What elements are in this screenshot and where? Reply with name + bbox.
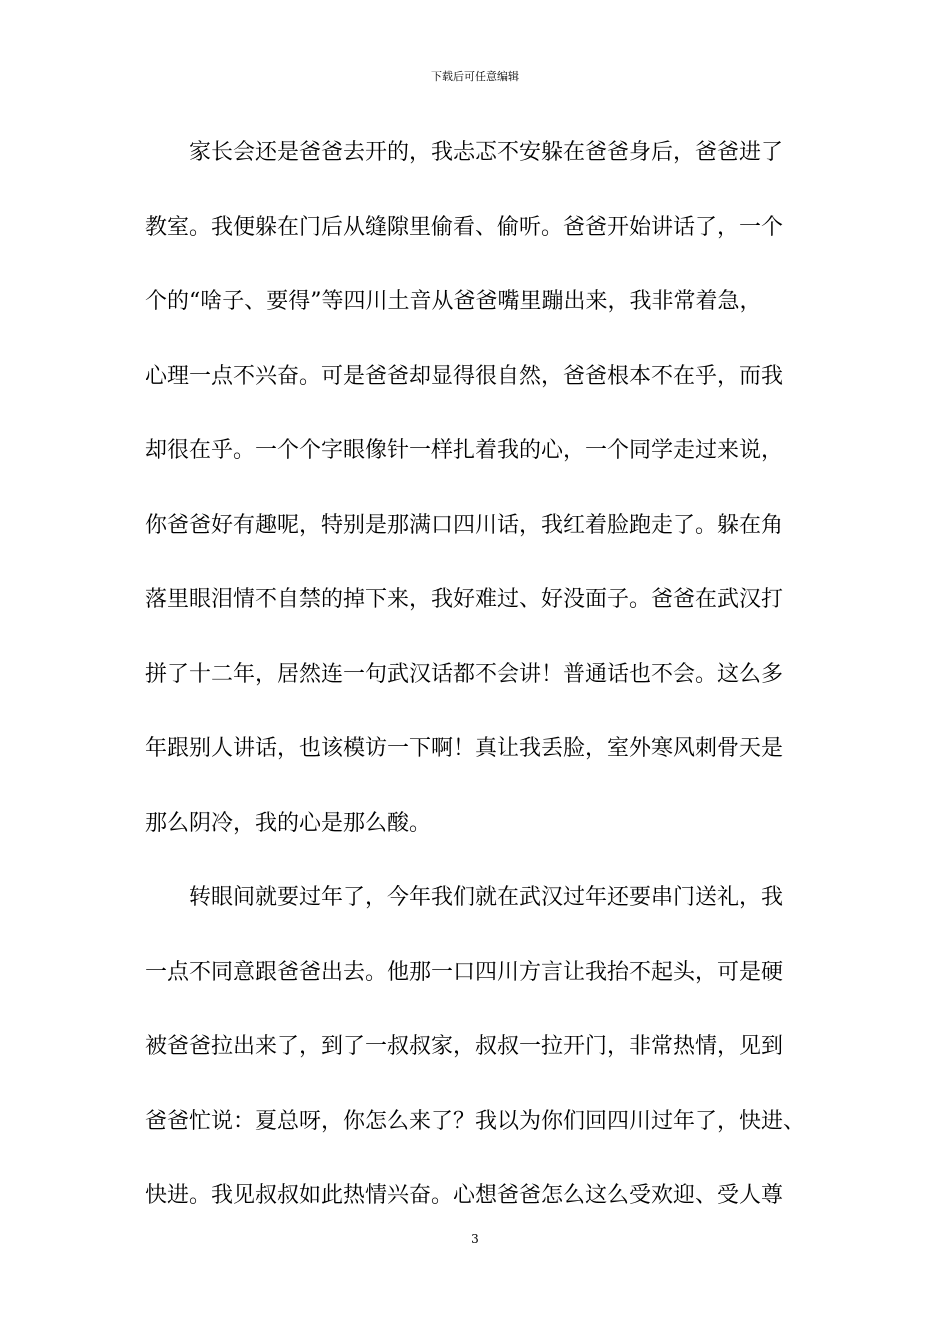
text-line: 爸爸忙说：夏总呀，你怎么来了？我以为你们回四川过年了，快进、 bbox=[145, 1108, 806, 1134]
paragraph bbox=[145, 136, 815, 881]
text-line: 被爸爸拉出来了，到了一叔叔家，叔叔一拉开门，非常热情，见到 bbox=[145, 1034, 784, 1059]
text-line: 却很在乎。一个个字眼像针一样扎着我的心，一个同学走过来说， bbox=[145, 438, 784, 463]
document-body bbox=[145, 136, 815, 1254]
paragraph bbox=[145, 881, 815, 1254]
text-line: 落里眼泪情不自禁的掉下来，我好难过、好没面子。爸爸在武汉打 bbox=[145, 587, 784, 612]
text-line: 教室。我便躲在门后从缝隙里偷看、偷听。爸爸开始讲话了，一个 bbox=[145, 214, 784, 240]
text-line: 那么阴冷，我的心是那么酸。 bbox=[145, 810, 432, 836]
text-line: 心理一点不兴奋。可是爸爸却显得很自然，爸爸根本不在乎，而我 bbox=[145, 363, 784, 389]
text-line: 你爸爸好有趣呢，特别是那满口四川话，我红着脸跑走了。躲在角 bbox=[145, 512, 784, 538]
text-line: 拼了十二年，居然连一句武汉话都不会讲！普通话也不会。这么多 bbox=[145, 661, 784, 687]
text-line: 年跟别人讲话，也该模访一下啊！真让我丢脸，室外寒风刺骨天是 bbox=[145, 736, 784, 761]
text-line: 个的“啥子、要得”等四川土音从爸爸嘴里蹦出来，我非常着急， bbox=[145, 289, 762, 314]
text-line: 一点不同意跟爸爸出去。他那一口四川方言让我抬不起头，可是硬 bbox=[145, 959, 784, 985]
text-line: 转眼间就要过年了，今年我们就在武汉过年还要串门送礼，我 bbox=[189, 885, 784, 910]
page-number: 3 bbox=[471, 1232, 479, 1246]
page-header: 下载后可任意编辑 bbox=[431, 70, 519, 83]
text-line: 快进。我见叔叔如此热情兴奋。心想爸爸怎么这么受欢迎、受人尊 bbox=[145, 1183, 784, 1208]
text-line: 家长会还是爸爸去开的，我忐忑不安躲在爸爸身后，爸爸进了 bbox=[189, 140, 784, 165]
